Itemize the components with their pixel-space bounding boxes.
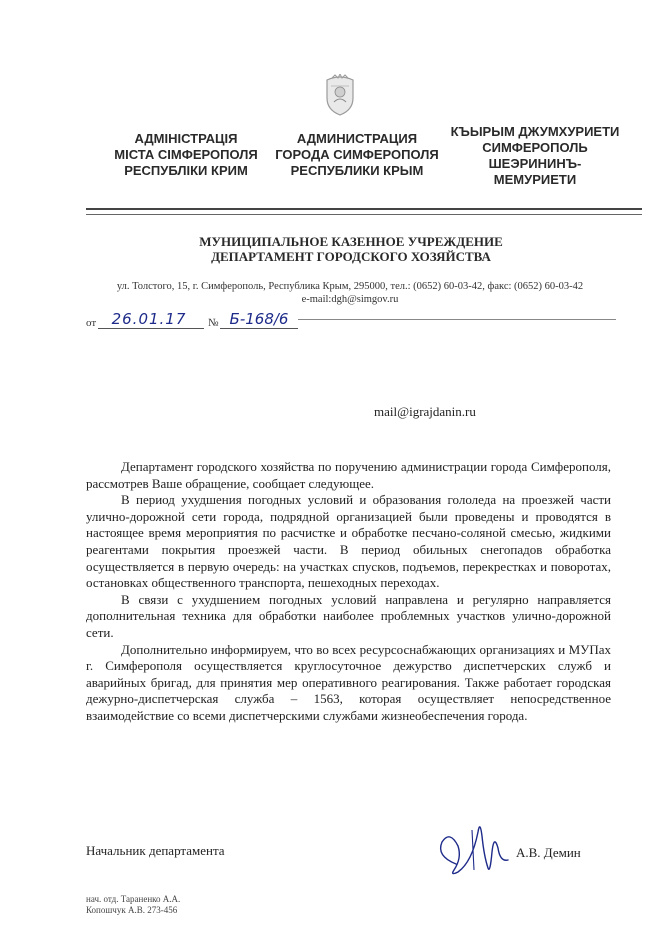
header-crimean-tatar-line: МЕМУРИЕТИ — [493, 172, 577, 187]
date-underline — [98, 328, 204, 329]
header-crimean-tatar — [435, 124, 635, 188]
date-label: от — [86, 317, 97, 329]
header-russian — [257, 131, 457, 179]
footer-line: Копошчук А.В. 273-456 — [86, 905, 178, 915]
number-label: № — [208, 317, 219, 329]
header-russian-line: ГОРОДА СИМФЕРОПОЛЯ — [275, 147, 439, 162]
footer-note — [86, 894, 180, 916]
organization-email: e-mail:dgh@simgov.ru — [301, 294, 399, 305]
header-ukrainian-line: РЕСПУБЛІКИ КРИМ — [124, 163, 248, 178]
crimea-emblem-icon — [323, 74, 357, 116]
header-ukrainian-line: МІСТА СІМФЕРОПОЛЯ — [114, 147, 258, 162]
body-paragraph: Департамент городского хозяйства по поручению администрации города Симферополя, рассмотрев Ваше обращение, сообщает следующее. — [86, 459, 611, 491]
signer-title: Начальник департамента — [86, 843, 225, 858]
footer-line: нач. отд. Тараненко А.А. — [86, 894, 181, 904]
organization-line-2: ДЕПАРТАМЕНТ ГОРОДСКОГО ХОЗЯЙСТВА — [211, 249, 491, 264]
body-paragraph: В связи с ухудшением погодных условий направлена и регулярно направляется дополнительная техника для обработки наиболее проблемных участков улично-дорожной сети. — [86, 591, 611, 640]
header-crimean-tatar-line: КЪЫРЫМ ДЖУМХУРИЕТИ — [450, 124, 620, 139]
header-divider — [86, 208, 642, 210]
header-russian-line: АДМИНИСТРАЦИЯ — [296, 131, 418, 146]
header-russian-line: РЕСПУБЛИКИ КРЫМ — [290, 163, 424, 178]
header-divider-thin — [86, 214, 642, 215]
letter-body — [86, 459, 611, 725]
body-paragraph: Дополнительно информируем, что во всех ресурсоснабжающих организациях и МУПах г. Симферополя осуществляется круглосуточное дежурство диспетчерских служб и аварийных бригад, для принятия мер оперативного реагирования. Также работает городская дежурно-диспетчерская служба – 1563, которая осуществляет непосредственное взаимодействие со всеми диспетчерскими службами жизнеобеспечения города. — [86, 641, 611, 723]
handwritten-signature — [428, 812, 528, 884]
header-crimean-tatar-line: ШЕЭРИНИНЪ- — [488, 156, 582, 171]
organization-line-1: МУНИЦИПАЛЬНОЕ КАЗЕННОЕ УЧРЕЖДЕНИЕ — [199, 234, 503, 249]
header-ukrainian — [86, 131, 286, 179]
registration-rule — [298, 319, 616, 320]
body-paragraph: В период ухудшения погодных условий и образования гололеда на проезжей части улично-дорожной сети города, подрядной организацией были проведены и проводятся в настоящее время мероприятия по расчистке и обработке песчано-соляной смесью, жидкими реагентами покрытия проезжей части. В период обильных снегопадов обработка осуществляется в первую очередь: на участках спусков, подъемов, перекрестках и поворотах, остановках общественного транспорта, пешеходных переходах. — [86, 492, 611, 591]
header-crimean-tatar-line: СИМФЕРОПОЛЬ — [482, 140, 588, 155]
header-ukrainian-line: АДМІНІСТРАЦІЯ — [134, 131, 238, 146]
organization-address: ул. Толстого, 15, г. Симферополь, Республика Крым, 295000, тел.: (0652) 60-03-42, факс: (0652) 60-03-42 — [116, 281, 584, 292]
registration-number: Б-168/6 — [229, 310, 289, 328]
recipient-email: mail@igrajdanin.ru — [374, 404, 476, 419]
registration-date: 26.01.17 — [111, 310, 187, 328]
number-underline — [220, 328, 298, 329]
registration-line — [86, 306, 616, 336]
signer-name: А.В. Демин — [516, 845, 581, 860]
